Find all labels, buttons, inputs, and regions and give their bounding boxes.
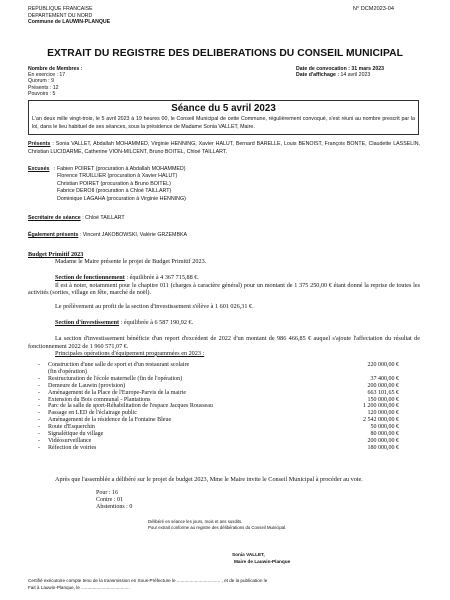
excuses-list: [54, 166, 186, 203]
affichage-date: [296, 72, 384, 78]
certification-line: Pour extrait conforme au registre des délibérations du Conseil Municipal.: [148, 525, 287, 531]
operation-amount: 200 000,00 €: [367, 382, 399, 389]
operations-list: [38, 362, 399, 452]
excuse-item: : Fabien POIRET (procuration à Abdallah MOHAMMED): [54, 166, 186, 172]
operation-label: Vidéosurveillance: [48, 437, 92, 444]
operation-label: Extension du Bois communal - Plantations: [48, 396, 151, 403]
letterhead-line: REPUBLIQUE FRANCAISE: [28, 6, 93, 12]
operation-label: Signalétique du village: [48, 431, 104, 438]
egalement-label: Également présents: [28, 232, 79, 238]
letterhead-line: DEPARTEMENT DU NORD: [28, 12, 93, 19]
secretaire-value: : Chloé TAILLART: [80, 215, 125, 221]
vote-pour: Pour : 16: [96, 490, 119, 496]
operation-label: Demeure de Lauwin (provision): [48, 382, 126, 389]
operation-amount: 1 200 000,00 €: [363, 403, 399, 410]
affichage-value: 14 avril 2023: [340, 72, 371, 79]
vote-abstentions: Abstentions : 0: [96, 504, 133, 510]
operation-label: Route d'Esquerchin: [48, 424, 95, 431]
members-line: En exercice : 17: [28, 72, 66, 79]
operations-title: [28, 350, 420, 357]
operation-row: [48, 368, 399, 376]
operation-label: (fin d'opération): [48, 368, 87, 375]
certification-text: [148, 519, 286, 532]
signatory-name: Sonia VALLET,: [232, 552, 265, 557]
members-heading: Nombre de Membres :: [28, 66, 83, 72]
operation-label: Passage en LED de l'éclairage public: [48, 410, 137, 417]
operations-title-text: Principales opérations d'équipement programmées en 2023 :: [55, 349, 205, 357]
operation-row: - Parc de la salle de sport-Réhabilitation de l'espace Jacques Rousseau 1 200 000,00 €: [38, 403, 399, 410]
excuse-item: Fabrice DEROII (procuration à Chloé TAILLART): [57, 188, 172, 195]
operation-amount: [319, 369, 399, 376]
operation-amount: 2 542 000,00 €: [363, 417, 399, 424]
convocation-label: Date de convocation :: [296, 66, 350, 72]
presents-label: Présents: [28, 141, 51, 147]
operation-label: Construction d'une salle de sport et d'un restaurant scolaire: [48, 362, 190, 368]
excuse-item: Florence TRUILLIER (procuration à Xavier HALUT): [57, 173, 178, 180]
secretaire-label: Secrétaire de séance: [28, 215, 81, 221]
deliberation-number: N° DCM2023-04: [352, 6, 394, 12]
operation-row: - Construction d'une salle de sport et d'un restaurant scolaire 220 000,00 €: [38, 362, 399, 368]
affichage-label: Date d'affichage :: [296, 72, 340, 79]
dates-block: [296, 66, 384, 78]
operation-amount: 180 000,00 €: [367, 444, 399, 451]
operation-amount: 220 000,00 €: [367, 362, 399, 368]
egalement-value: : Vincent JAKOBOWSKI, Valérie GRZEMBKA: [78, 232, 188, 238]
operation-amount: 150 000,00 €: [367, 396, 399, 403]
operation-amount: 37 400,00 €: [370, 375, 399, 382]
investissement-value: : équilibrée à 6 587 190,92 €.: [119, 319, 194, 327]
certification-line: Délibéré en séance les jours, mois et ans susdits.: [148, 519, 243, 524]
operation-amount: 663 101,65 €: [367, 389, 399, 396]
secretaire-line: [28, 215, 420, 223]
operation-label: Restructuration de l'école maternelle (fin de l'opération): [48, 375, 183, 382]
members-line: Présents : 12: [28, 84, 59, 91]
members-line: Quorum : 9: [28, 78, 54, 85]
operation-row: - Extension du Bois communal - Plantations 150 000,00 €: [38, 396, 399, 403]
operation-amount: 200 000,00 €: [367, 437, 399, 444]
operation-row: - Restructuration de l'école maternelle (fin de l'opération) 37 400,00 €: [38, 375, 399, 382]
investissement-line: [28, 319, 420, 326]
operation-row: - Aménagement de la résidence de la Fontaine Bleue 2 542 000,00 €: [38, 417, 399, 424]
investissement-label: Section d'investissement: [55, 319, 120, 327]
operation-label: Aménagement de la Place de l'Europe-Parvis de la mairie: [48, 389, 187, 396]
operation-row: - Demeure de Lauwin (provision) 200 000,00 €: [38, 382, 399, 389]
excuse-item: Dominique LAGAHA (procuration à Virginie HENNING): [57, 195, 186, 202]
prelevement-line: Le prélèvement au profit de la section d'investissement s'élève à 1 601 026,31 €.: [55, 303, 254, 311]
seance-text: L'an deux mille vingt-trois, le 5 avril 2023 à 19 heures 00, le Conseil Municipal de cette Commune, régulièrement convoqué, s'est réuni au nombre prescrit par la loi, dans le lieu habituel de ses séances, sous la présidence de Madame Sonia VALLET, Maire.: [32, 116, 415, 130]
presents-list: : Sonia VALLET, Abdallah MOHAMMED, Virginie HENNING, Xavier HALUT, Bernard BARELLE, Louis BENOIST, François BONTE, Claudette LASSELIN, Christian LUCIDARME, Catherine VION-MILCENT, Bruno BOITEL, Chloé TAILLART.: [28, 141, 420, 155]
signature-block: [232, 551, 290, 565]
investissement-detail: La section d'investissement bénéficie d'un report d'excédent de 2022 d'un montant de 986 466,85 € auquel s'ajoute l'affectation du résultat de fonctionnement 2022 de 1 960 571,07 €.: [28, 335, 420, 350]
fonctionnement-detail: Il est à noter, notamment pour le chapitre 011 (charges à caractère général) pour un montant de 1 375 250,00 € étant donné la reprise de toutes les activités (sorties, village en fête, marché de noël).: [28, 281, 420, 296]
operation-amount: 120 000,00 €: [367, 410, 399, 417]
budget-title: Budget Primitif 2023: [28, 251, 84, 258]
footer: [28, 577, 267, 591]
operation-label: Réfection de voiries: [48, 444, 97, 451]
convocation-value: 31 mars 2023: [351, 66, 384, 72]
signatory-title: Maire de Lauwin-Planque: [234, 559, 291, 564]
letterhead: [28, 6, 110, 26]
members-count: [28, 66, 82, 97]
letterhead-commune: Commune de LAUWIN-PLANQUE: [28, 19, 111, 26]
fonctionnement-value: : équilibrée à 4 367 715,88 €.: [124, 274, 199, 282]
footer-fait-a: Fait à Lauwin-Planque, le ......................................: [28, 585, 130, 590]
operation-amount: 80 000,00 €: [370, 431, 399, 438]
vote-contre: Contre : 01: [96, 497, 123, 503]
operation-label: Parc de la salle de sport-Réhabilitation de l'espace Jacques Rousseau: [48, 403, 213, 410]
operation-row: - Aménagement de la Place de l'Europe-Parvis de la mairie 663 101,65 €: [38, 389, 399, 396]
operation-row: - Vidéosurveillance 200 000,00 €: [38, 437, 399, 444]
operation-row: - Réfection de voiries 180 000,00 €: [38, 444, 399, 451]
excuses-block: [28, 166, 186, 202]
operation-label: Aménagement de la résidence de la Fontaine Bleue: [48, 417, 172, 424]
fonctionnement-label: Section de fonctionnement: [55, 274, 125, 282]
presents-paragraph: [28, 141, 420, 156]
members-line: Pouvoirs : 5: [28, 90, 56, 97]
document-title: EXTRAIT DU REGISTRE DES DELIBERATIONS DU CONSEIL MUNICIPAL: [47, 48, 403, 59]
fonctionnement-line: [28, 274, 420, 281]
excuse-item: Christian POIRET (procuration à Bruno BOITEL): [57, 180, 171, 187]
operation-row: - Route d'Esquerchin 50 000,00 €: [38, 424, 399, 431]
footer-executoire: Certifié exécutoire compte tenu de la transmission en Sous-Préfecture le .................................. , et de la publication le: [28, 578, 268, 583]
operation-amount: 50 000,00 €: [370, 424, 399, 431]
excuses-label: Excusés: [28, 166, 50, 172]
vote-results: [96, 490, 132, 511]
seance-title: Séance du 5 avril 2023: [171, 103, 276, 114]
budget-intro: Madame le Maire présente le projet de Budget Primitif 2023.: [55, 258, 207, 266]
operation-row: - Passage en LED de l'éclairage public 120 000,00 €: [38, 410, 399, 417]
operation-row: - Signalétique du village 80 000,00 €: [38, 431, 399, 438]
seance-box: [28, 100, 419, 135]
vote-invitation: Après que l'assemblée a délibéré sur le projet de budget 2023, Mme le Maire invite le Conseil Municipal à procéder au vote.: [55, 476, 363, 483]
budget-section: [28, 251, 420, 357]
egalement-line: [28, 232, 420, 240]
